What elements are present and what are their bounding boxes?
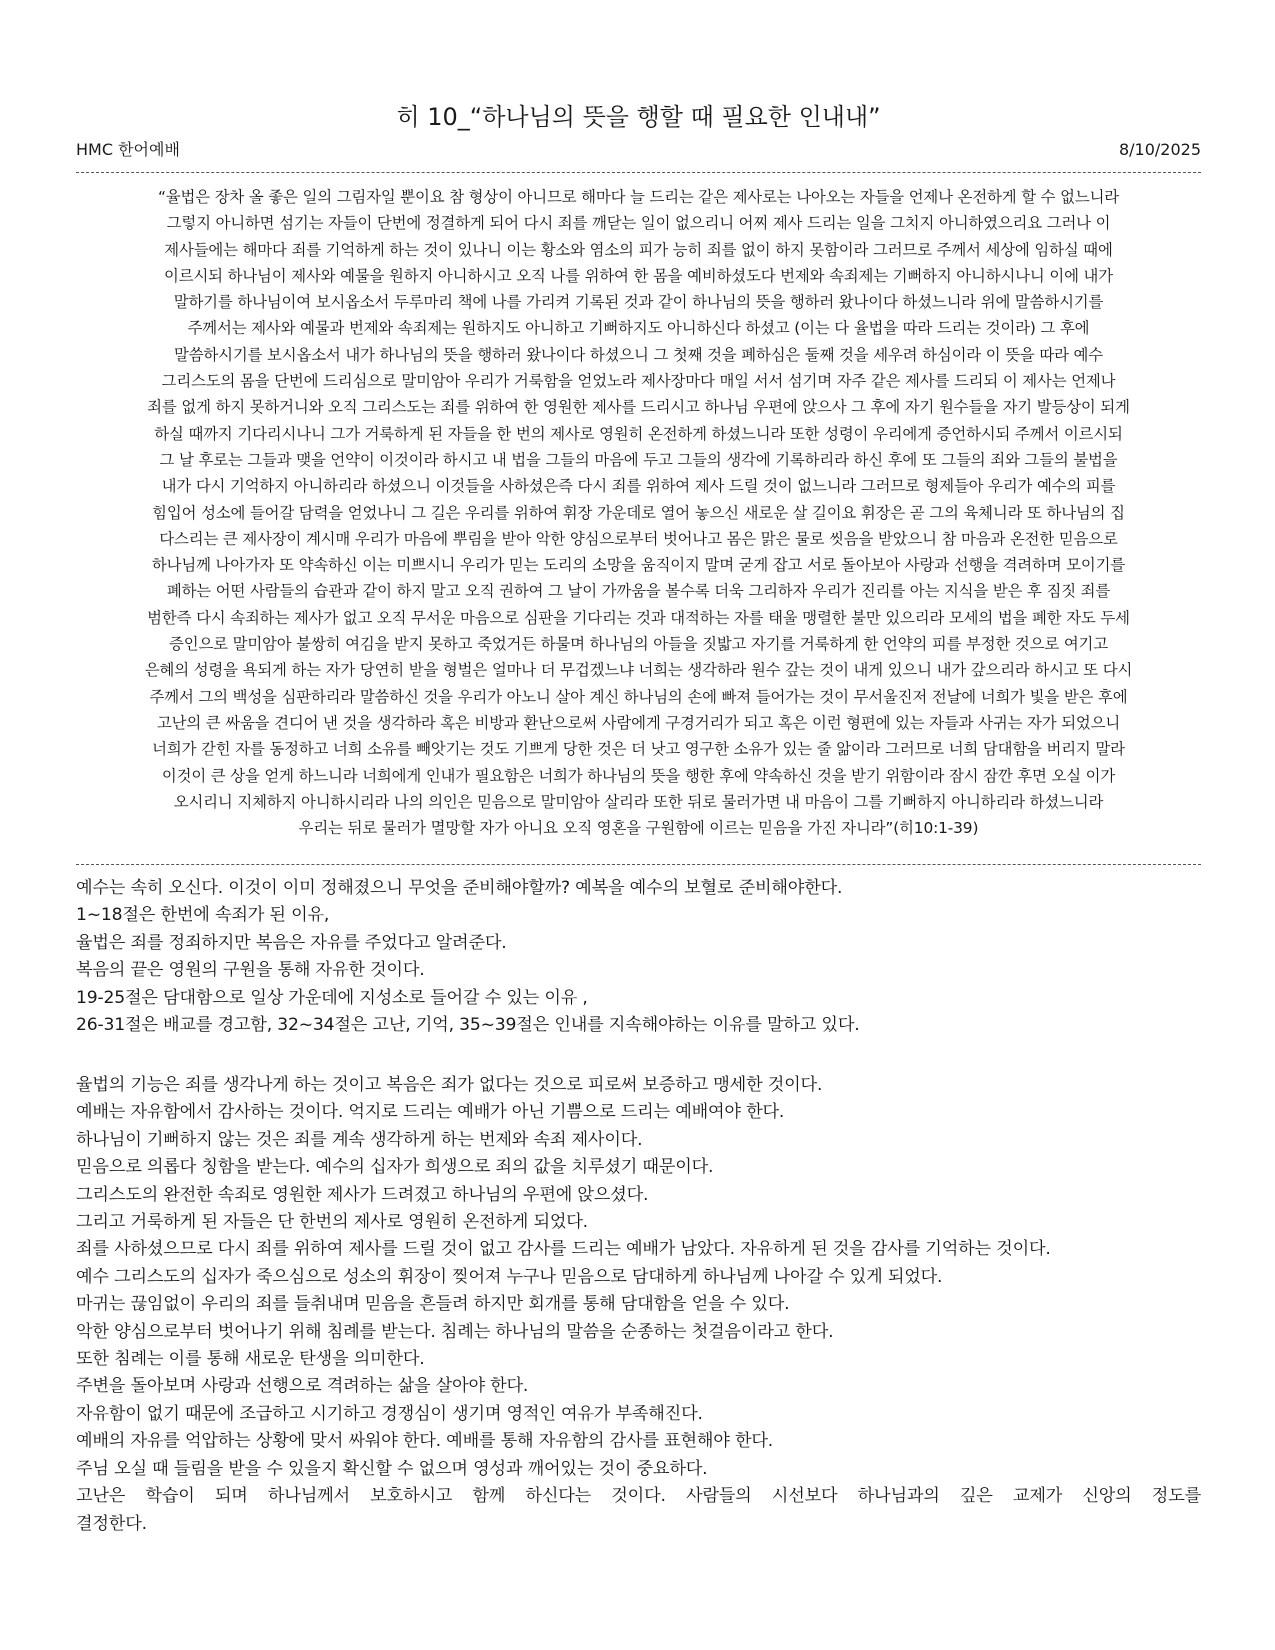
- scripture-line: 주께서는 제사와 예물과 번제와 속죄제는 원하지도 아니하고 기뻐하지도 아니하신다 하셨고 (이는 다 율법을 따라 드리는 것이라) 그 후에: [187, 319, 1090, 338]
- note-line: 1~18절은 한번에 속죄가 된 이유,: [76, 905, 330, 926]
- scripture-line: 죄를 없게 하지 못하거니와 오직 그리스도는 죄를 위하여 한 영원한 제사를 드리시고 하나님 우편에 앉으사 그 후에 자기 원수들을 자기 발등상이 되게: [147, 398, 1130, 417]
- scripture-line: 고난의 큰 싸움을 견디어 낸 것을 생각하라 혹은 비방과 환난으로써 사람에게 구경거리가 되고 혹은 이런 형편에 있는 자들과 사귀는 자가 되었으니: [156, 713, 1121, 732]
- note-line: 예수 그리스도의 십자가 죽으심으로 성소의 휘장이 찢어져 누구나 믿음으로 담대하게 하나님께 나아갈 수 있게 되었다.: [76, 1266, 943, 1287]
- note-line: 19-25절은 담대함으로 일상 가운데에 지성소로 들어갈 수 있는 이유 ,: [76, 987, 588, 1008]
- note-line: 26-31절은 배교를 경고함, 32~34절은 고난, 기억, 35~39절은 인내를 지속해야하는 이유를 말하고 있다.: [76, 1015, 860, 1036]
- scripture-line: 오시리니 지체하지 아니하시리라 나의 의인은 믿음으로 말미암아 살리라 또한 뒤로 물러가면 내 마음이 그를 기뻐하지 아니하리라 하셨느니라: [173, 792, 1104, 811]
- scripture-passage: [76, 184, 1201, 841]
- scripture-line: 말씀하시기를 보시옵소서 내가 하나님의 뜻을 행하러 왔나이다 하셨으니 그 첫째 것을 폐하심은 둘째 것을 세우려 하심이라 이 뜻을 따라 예수: [174, 345, 1103, 364]
- scripture-line: 하실 때까지 기다리시나니 그가 거룩하게 된 자들을 한 번의 제사로 영원히 온전하게 하셨느니라 또한 성령이 우리에게 증언하시되 주께서 이르시되: [154, 424, 1123, 443]
- scripture-line: 범한즉 다시 속죄하는 제사가 없고 오직 무서운 마음으로 심판을 기다리는 것과 대적하는 자를 태울 맹렬한 불만 있으리라 모세의 법을 폐한 자도 두세: [147, 608, 1130, 627]
- dashed-divider-bottom: [76, 864, 1201, 865]
- scripture-line: 말하기를 하나님이여 보시옵소서 두루마리 책에 나를 가리켜 기록된 것과 같이 하나님의 뜻을 행하러 왔나이다 하셨느니라 위에 말씀하시기를: [173, 293, 1104, 312]
- note-line: 자유함이 없기 때문에 조급하고 시기하고 경쟁심이 생기며 영적인 여유가 부족해진다.: [76, 1403, 703, 1424]
- note-line: 하나님이 기뻐하지 않는 것은 죄를 계속 생각하게 하는 번제와 속죄 제사이다.: [76, 1129, 643, 1150]
- scripture-line: 내가 다시 기억하지 아니하리라 하셨으니 이것들을 사하셨은즉 다시 죄를 위하여 제사 드릴 것이 없느니라 그러므로 형제들아 우리가 예수의 피를: [161, 477, 1116, 496]
- page-title: 히 10_“하나님의 뜻을 행할 때 필요한 인내내”: [396, 103, 881, 131]
- note-line: 악한 양심으로부터 벗어나기 위해 침례를 받는다. 침례는 하나님의 말씀을 순종하는 첫걸음이라고 한다.: [76, 1321, 834, 1342]
- scripture-line: 그리스도의 몸을 단번에 드리심으로 말미암아 우리가 거룩함을 얻었노라 제사장마다 매일 서서 섬기며 자주 같은 제사를 드리되 이 제사는 언제나: [161, 372, 1116, 391]
- scripture-line: 은혜의 성령을 욕되게 하는 자가 당연히 받을 형벌은 얼마나 더 무겁겠느냐 너희는 생각하라 원수 갚는 것이 내게 있으니 내가 갚으리라 하시고 또 다시: [144, 661, 1133, 680]
- scripture-line: 증인으로 말미암아 불쌍히 여김을 받지 못하고 죽었거든 하물며 하나님의 아들을 짓밟고 자기를 거룩하게 한 언약의 피를 부정한 것으로 여기고: [169, 635, 1108, 654]
- note-line: 믿음으로 의롭다 칭함을 받는다. 예수의 십자가 희생으로 죄의 값을 치루셨기 때문이다.: [76, 1157, 714, 1178]
- note-line: 예수는 속히 오신다. 이것이 이미 정해졌으니 무엇을 준비해야할까? 예복을 예수의 보혈로 준비해야한다.: [76, 878, 843, 898]
- scripture-line: 우리는 뒤로 물러가 멸망할 자가 아니요 오직 영혼을 구원함에 이르는 믿음을 가진 자니라”(히10:1-39): [298, 819, 979, 838]
- scripture-line: 이르시되 하나님이 제사와 예물을 원하지 아니하시고 오직 나를 위하여 한 몸을 예비하셨도다 번제와 속죄제는 기뻐하지 아니하시나니 이에 내가: [164, 266, 1113, 285]
- note-line: 예배의 자유를 억압하는 상황에 맞서 싸워야 한다. 예배를 통해 자유함의 감사를 표현해야 한다.: [76, 1431, 774, 1452]
- scripture-line: “율법은 장차 올 좋은 일의 그림자일 뿐이요 참 형상이 아니므로 해마다 늘 드리는 같은 제사로는 나아오는 자들을 언제나 온전하게 할 수 없느니라: [157, 188, 1120, 206]
- service-name: HMC 한어예배: [76, 140, 180, 159]
- note-line: 결정한다.: [76, 1513, 147, 1534]
- scripture-line: 폐하는 어떤 사람들의 습관과 같이 하지 말고 오직 권하여 그 날이 가까움을 볼수록 더욱 그리하자 우리가 진리를 아는 지식을 받은 후 짐짓 죄를: [166, 582, 1111, 601]
- sermon-notes-details: [76, 1072, 1201, 1538]
- note-line: 그리고 거룩하게 된 자들은 단 한번의 제사로 영원히 온전하게 되었다.: [76, 1212, 588, 1233]
- scripture-line: 하나님께 나아가자 또 약속하신 이는 미쁘시니 우리가 믿는 도리의 소망을 움직이지 말며 굳게 잡고 서로 돌아보아 사랑과 선행을 격려하며 모이기를: [151, 556, 1126, 575]
- date-label: 8/10/2025: [1118, 140, 1201, 159]
- scripture-line: 다스리는 큰 제사장이 계시매 우리가 마음에 뿌림을 받아 악한 양심으로부터 벗어나고 몸은 맑은 물로 씻음을 받았으니 참 마음과 온전한 믿음으로: [159, 529, 1118, 548]
- scripture-line: 이것이 큰 상을 얻게 하느니라 너희에게 인내가 필요함은 너희가 하나님의 뜻을 행한 후에 약속하신 것을 받기 위함이라 잠시 잠깐 후면 오실 이가: [161, 766, 1116, 785]
- scripture-line: 너희가 갇힌 자를 동정하고 너희 소유를 빼앗기는 것도 기쁘게 당한 것은 더 낫고 영구한 소유가 있는 줄 앎이라 그러므로 너희 담대함을 버리지 말라: [152, 740, 1125, 759]
- scripture-line: 힘입어 성소에 들어갈 담력을 얻었나니 그 길은 우리를 위하여 휘장 가운데로 열어 놓으신 새로운 살 길이요 휘장은 곧 그의 육체니라 또 하나님의 집: [152, 503, 1125, 522]
- note-line: 주변을 돌아보며 사랑과 선행으로 격려하는 삶을 살아야 한다.: [76, 1376, 529, 1397]
- scripture-line: 제사들에는 해마다 죄를 기억하게 하는 것이 있나니 이는 황소와 염소의 피가 능히 죄를 없이 하지 못함이라 그러므로 주께서 세상에 임하실 때에: [164, 240, 1113, 259]
- note-line: 주님 오실 때 들림을 받을 수 있을지 확신할 수 없으며 영성과 깨어있는 것이 중요하다.: [76, 1458, 708, 1479]
- note-line: 율법은 죄를 정죄하지만 복음은 자유를 주었다고 알려준다.: [76, 932, 507, 953]
- note-line: 죄를 사하셨으므로 다시 죄를 위하여 제사를 드릴 것이 없고 감사를 드리는 예배가 남았다. 자유하게 된 것을 감사를 기억하는 것이다.: [76, 1239, 1051, 1260]
- sermon-notes-overview: [76, 875, 1201, 1039]
- scripture-line: 주께서 그의 백성을 심판하리라 말씀하신 것을 우리가 아노니 살아 계신 하나님의 손에 빠져 들어가는 것이 무서울진저 전날에 너희가 빛을 받은 후에: [149, 687, 1128, 706]
- note-line: 예배는 자유함에서 감사하는 것이다. 억지로 드리는 예배가 아닌 기쁨으로 드리는 예배여야 한다.: [76, 1102, 785, 1123]
- note-line: 율법의 기능은 죄를 생각나게 하는 것이고 복음은 죄가 없다는 것으로 피로써 보증하고 맹세한 것이다.: [76, 1075, 823, 1095]
- note-line: 복음의 끝은 영원의 구원을 통해 자유한 것이다.: [76, 960, 425, 981]
- dashed-divider-top: [76, 172, 1201, 173]
- note-line: 그리스도의 완전한 속죄로 영원한 제사가 드려졌고 하나님의 우편에 앉으셨다.: [76, 1184, 649, 1205]
- note-line: 또한 침례는 이를 통해 새로운 탄생을 의미한다.: [76, 1349, 425, 1370]
- note-line: 고난은 학습이 되며 하나님께서 보호하시고 함께 하신다는 것이다. 사람들의 시선보다 하나님과의 깊은 교제가 신앙의 정도를: [76, 1486, 1201, 1507]
- scripture-line: 그렇지 아니하면 섬기는 자들이 단번에 정결하게 되어 다시 죄를 깨닫는 일이 없으리니 어찌 제사 드리는 일을 그치지 아니하였으리요 그러나 이: [166, 214, 1111, 233]
- note-line: 마귀는 끊임없이 우리의 죄를 들취내며 믿음을 흔들려 하지만 회개를 통해 담대함을 얻을 수 있다.: [76, 1294, 790, 1315]
- scripture-line: 그 날 후로는 그들과 맺을 언약이 이것이라 하시고 내 법을 그들의 마음에 두고 그들의 생각에 기록하리라 하신 후에 또 그들의 죄와 그들의 불법을: [159, 450, 1118, 469]
